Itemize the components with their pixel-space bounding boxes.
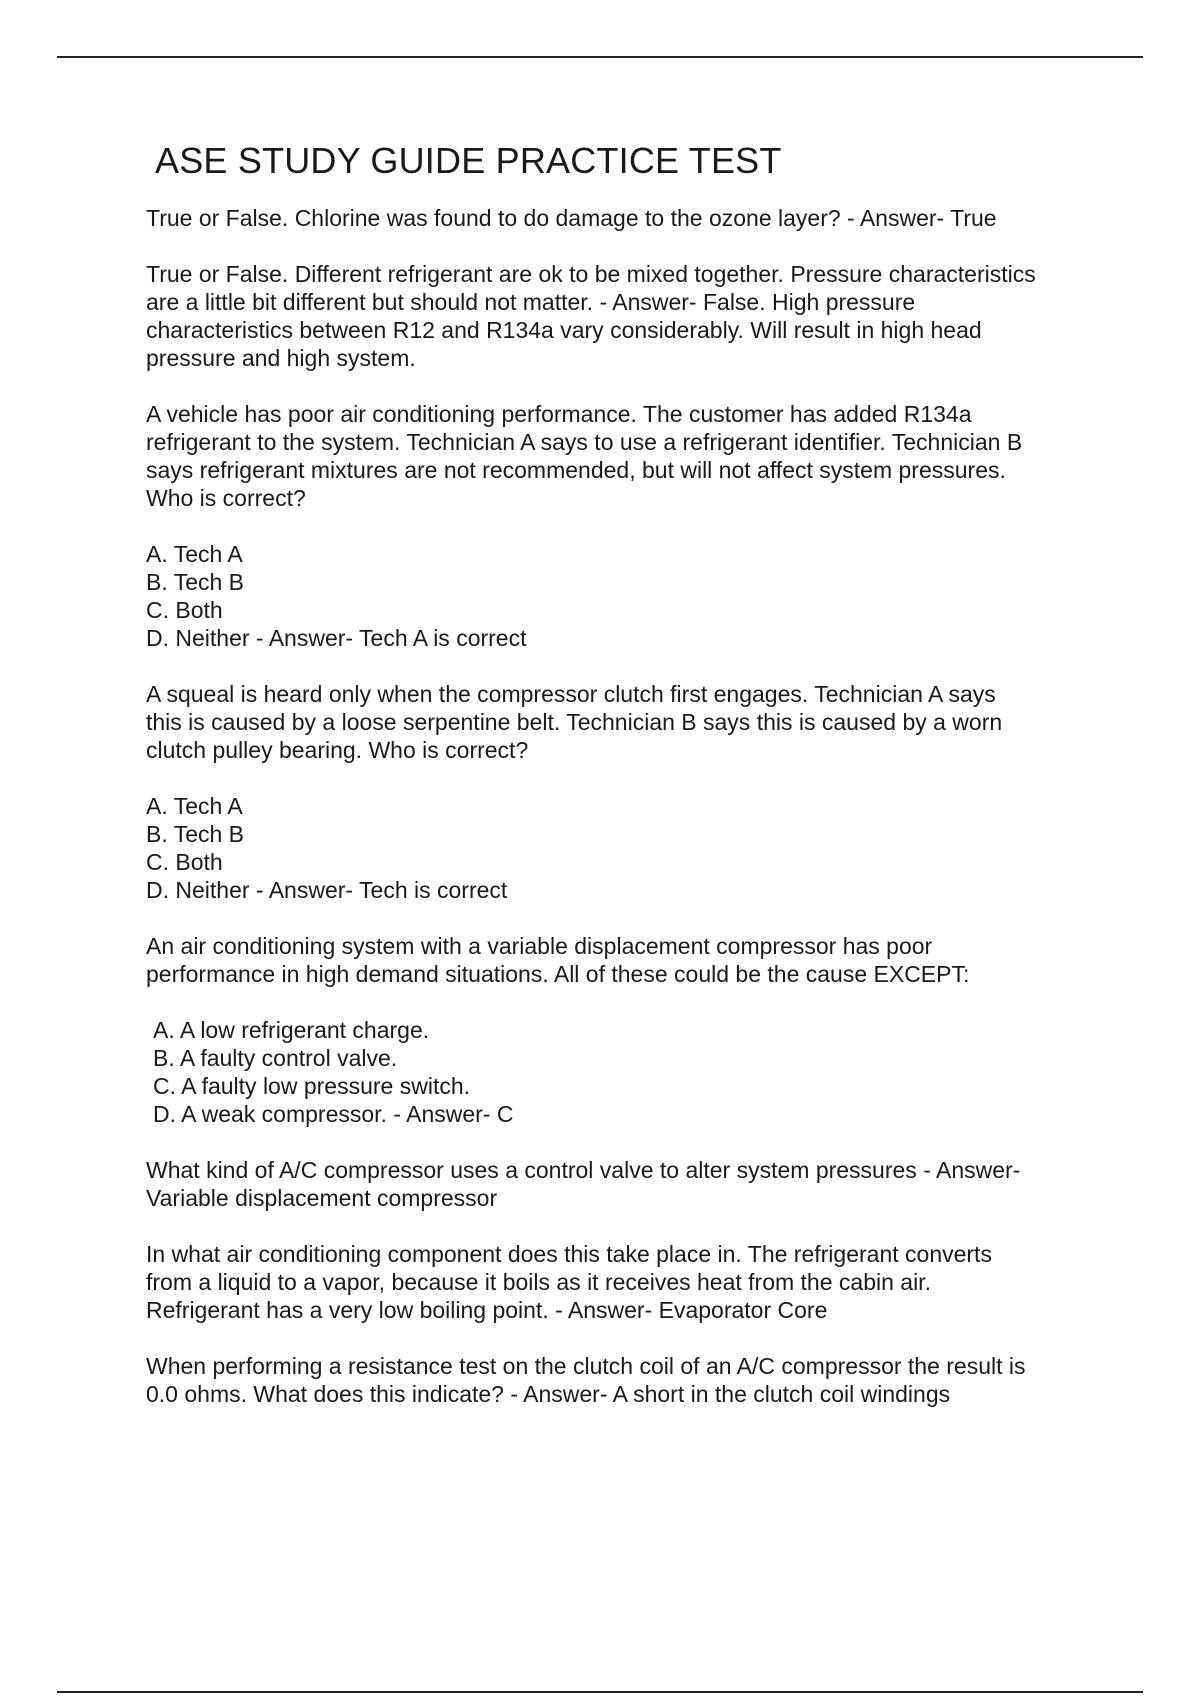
question-line: A vehicle has poor air conditioning performance. The customer has added R134a	[146, 401, 972, 427]
option-c: C. A faulty low pressure switch.	[153, 1073, 471, 1099]
question-1	[146, 204, 1106, 232]
question-line: True or False. Different refrigerant are ok to be mixed together. Pressure characteristics	[146, 261, 1036, 287]
question-line: A squeal is heard only when the compressor clutch first engages. Technician A says	[146, 681, 996, 707]
question-line: this is caused by a loose serpentine belt. Technician B says this is caused by a worn	[146, 709, 1003, 735]
option-a: A. A low refrigerant charge.	[153, 1017, 430, 1043]
question-line: pressure and high system.	[146, 345, 416, 371]
question-line: Refrigerant has a very low boiling point. - Answer- Evaporator Core	[146, 1297, 828, 1323]
question-4-options	[146, 792, 1106, 904]
option-a: A. Tech A	[146, 793, 243, 819]
question-6	[146, 1156, 1106, 1212]
question-line: says refrigerant mixtures are not recommended, but will not affect system pressures.	[146, 457, 1006, 483]
option-b: B. Tech B	[146, 569, 245, 595]
question-7	[146, 1240, 1106, 1324]
document-body	[146, 140, 1106, 1436]
question-line: An air conditioning system with a variable displacement compressor has poor	[146, 933, 933, 959]
option-d-with-answer: D. Neither - Answer- Tech is correct	[146, 877, 508, 903]
question-3	[146, 400, 1106, 512]
page-title: ASE STUDY GUIDE PRACTICE TEST	[155, 140, 782, 181]
question-text: True or False. Chlorine was found to do damage to the ozone layer? - Answer- True	[146, 205, 997, 231]
option-c: C. Both	[146, 597, 223, 623]
option-b: B. A faulty control valve.	[153, 1045, 398, 1071]
question-line: from a liquid to a vapor, because it boils as it receives heat from the cabin air.	[146, 1269, 931, 1295]
question-line: Variable displacement compressor	[146, 1185, 498, 1211]
question-3-options	[146, 540, 1106, 652]
option-d-with-answer: D. A weak compressor. - Answer- C	[153, 1101, 514, 1127]
question-line: clutch pulley bearing. Who is correct?	[146, 737, 529, 763]
question-line: 0.0 ohms. What does this indicate? - Answer- A short in the clutch coil windings	[146, 1381, 951, 1407]
question-2	[146, 260, 1106, 372]
question-line: Who is correct?	[146, 485, 306, 511]
question-line: performance in high demand situations. All of these could be the cause EXCEPT:	[146, 961, 970, 987]
question-line: are a little bit different but should not matter. - Answer- False. High pressure	[146, 289, 916, 315]
top-divider	[57, 56, 1143, 58]
question-line: characteristics between R12 and R134a vary considerably. Will result in high head	[146, 317, 982, 343]
option-a: A. Tech A	[146, 541, 243, 567]
question-line: In what air conditioning component does this take place in. The refrigerant converts	[146, 1241, 992, 1267]
option-b: B. Tech B	[146, 821, 245, 847]
option-c: C. Both	[146, 849, 223, 875]
question-5-options	[146, 1016, 1106, 1128]
question-5	[146, 932, 1106, 988]
question-4	[146, 680, 1106, 764]
option-d-with-answer: D. Neither - Answer- Tech A is correct	[146, 625, 527, 651]
question-8	[146, 1352, 1106, 1408]
question-line: When performing a resistance test on the clutch coil of an A/C compressor the result is	[146, 1353, 1026, 1379]
question-line: refrigerant to the system. Technician A says to use a refrigerant identifier. Technician B	[146, 429, 1023, 455]
question-line: What kind of A/C compressor uses a control valve to alter system pressures - Answer-	[146, 1157, 1021, 1183]
bottom-divider	[57, 1691, 1143, 1693]
